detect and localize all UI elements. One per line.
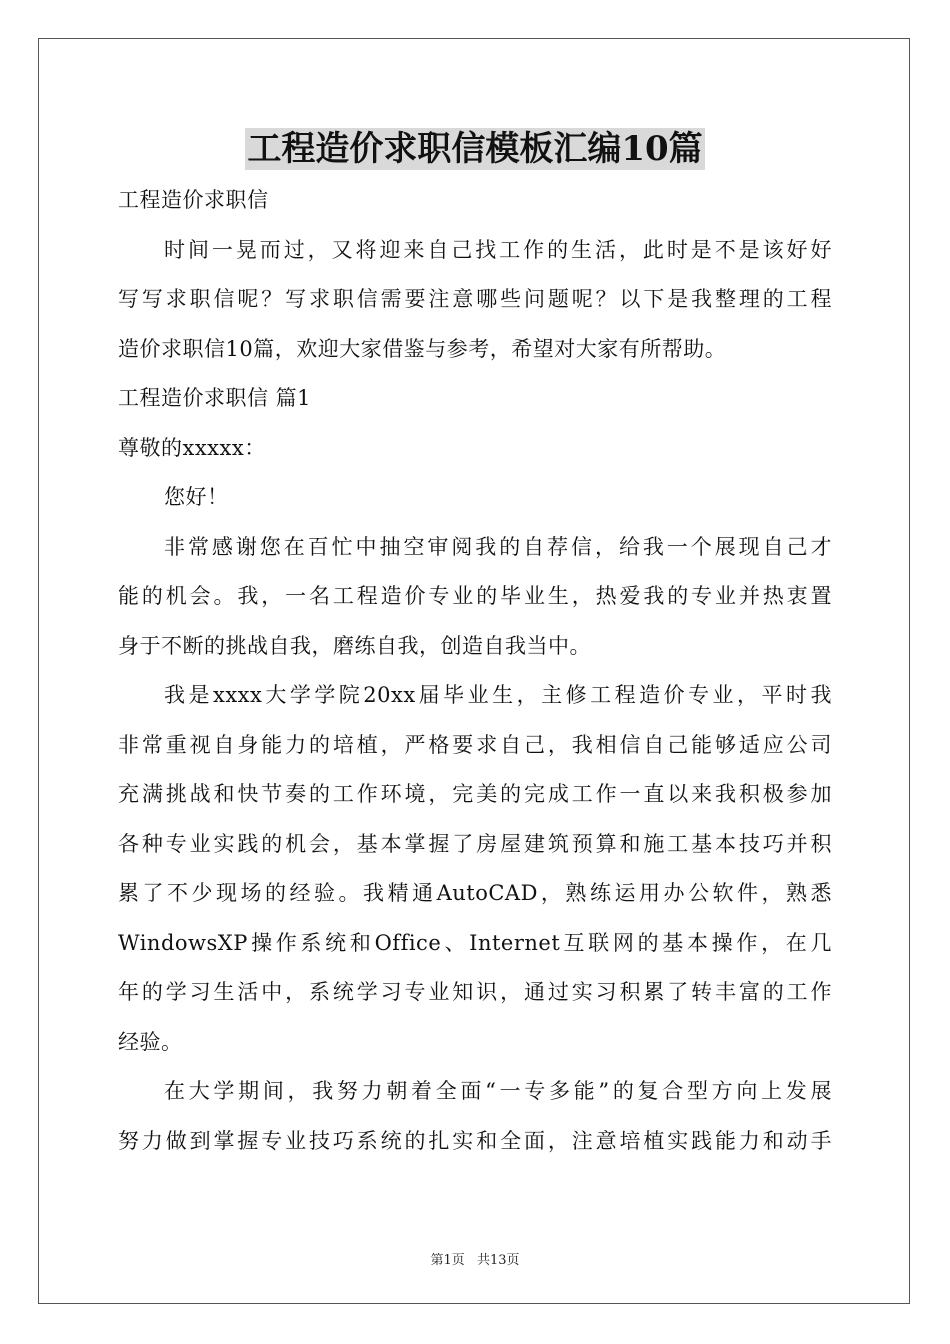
text-line: WindowsXP操作系统和Office、Internet互联网的基本操作，在几	[118, 930, 832, 955]
text-line: 您好！	[164, 485, 229, 509]
page-total: 共13页	[476, 1253, 520, 1268]
text-line: 充满挑战和快节奏的工作环境，完美的完成工作一直以来我积极参加	[118, 782, 832, 806]
text-line: 工程造价求职信 篇1	[118, 386, 312, 410]
document-title: 工程造价求职信模板汇编10篇	[247, 129, 703, 169]
text-line: 非常感谢您在百忙中抽空审阅我的自荐信，给我一个展现自己才	[164, 534, 832, 559]
text-line: 造价求职信10篇，欢迎大家借鉴与参考，希望对大家有所帮助。	[118, 336, 727, 361]
text-line: 累了不少现场的经验。我精通AutoCAD，熟练运用办公软件，熟悉	[118, 881, 832, 905]
text-line: 时间一晃而过，又将迎来自己找工作的生活，此时是不是该好好	[164, 237, 832, 262]
text-line: 年的学习生活中，系统学习专业知识，通过实习积累了转丰富的工作	[118, 980, 832, 1004]
text-line: 经验。	[118, 1029, 183, 1054]
text-line: 工程造价求职信	[118, 188, 269, 212]
text-line: 非常重视自身能力的培植，严格要求自己，我相信自己能够适应公司	[118, 732, 832, 757]
text-line: 在大学期间，我努力朝着全面“一专多能”的复合型方向上发展	[164, 1079, 832, 1103]
text-line: 我是xxxx大学学院20xx届毕业生，主修工程造价专业，平时我	[164, 683, 832, 707]
document-body	[118, 176, 832, 1166]
page-number: 第1页	[430, 1253, 465, 1268]
title-container	[0, 128, 950, 170]
text-line: 各种专业实践的机会，基本掌握了房屋建筑预算和施工基本技巧并积	[118, 831, 832, 856]
page-footer	[0, 1249, 950, 1268]
text-line: 能的机会。我，一名工程造价专业的毕业生，热爱我的专业并热衷置	[118, 584, 832, 608]
text-line: 身于不断的挑战自我，磨练自我，创造自我当中。	[118, 633, 591, 658]
text-line: 写写求职信呢？写求职信需要注意哪些问题呢？以下是我整理的工程	[118, 287, 832, 311]
text-line: 尊敬的xxxxx：	[118, 435, 266, 460]
text-line: 努力做到掌握专业技巧系统的扎实和全面，注意培植实践能力和动手	[118, 1128, 832, 1153]
